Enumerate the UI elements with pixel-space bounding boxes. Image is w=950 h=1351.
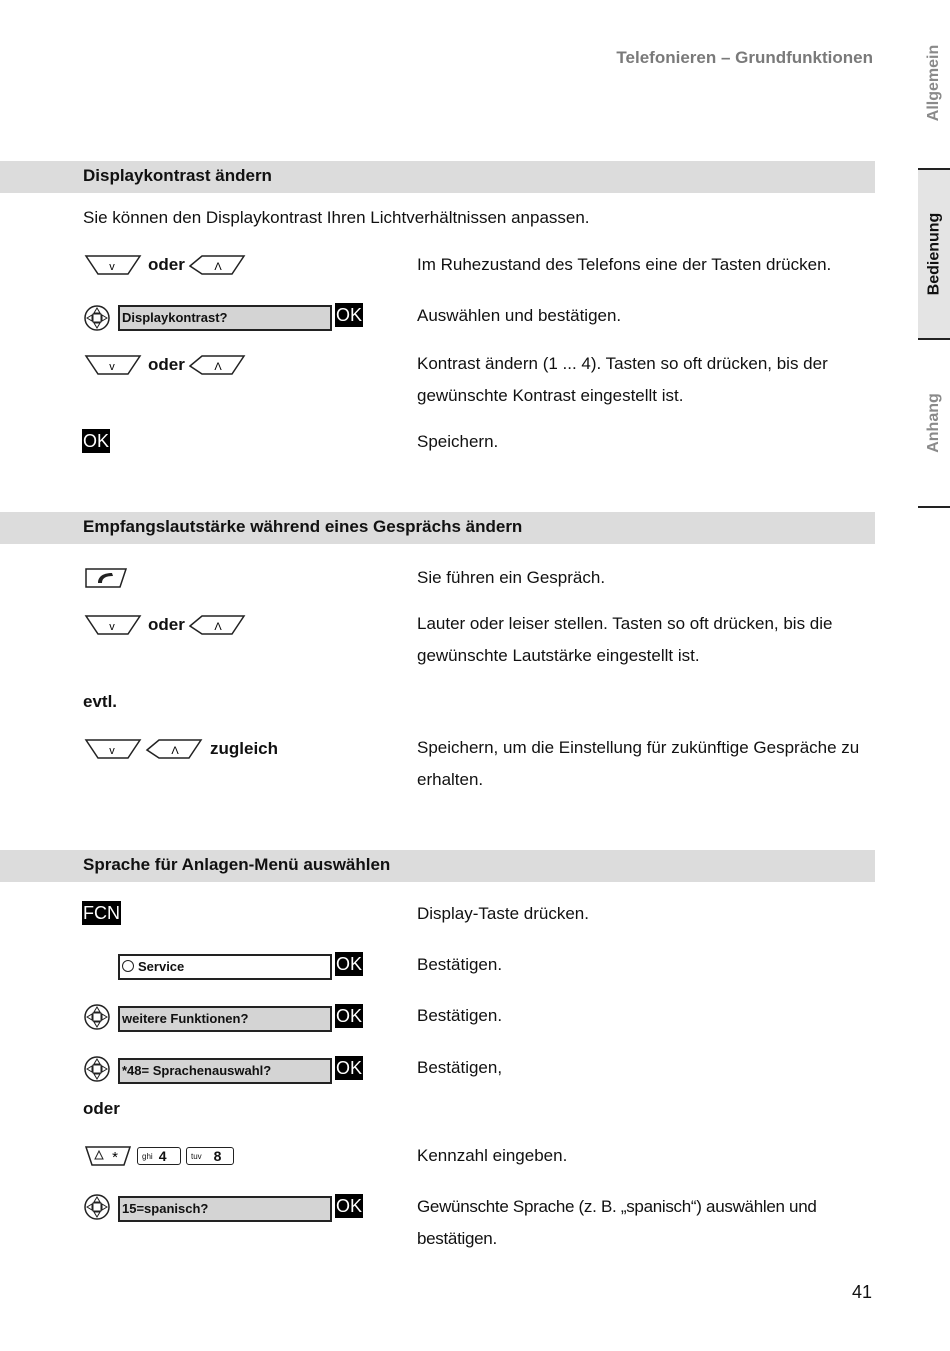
step-description: Im Ruhezustand des Telefons eine der Tasten drücken. (417, 255, 832, 274)
svg-text:Λ: Λ (214, 621, 222, 633)
volume-up-key-icon (188, 253, 248, 277)
volume-down-key-icon (84, 737, 144, 761)
svg-text:Λ: Λ (214, 261, 222, 273)
display-field (118, 954, 332, 980)
step-description: Kontrast ändern (1 ... 4). Tasten so oft drücken, bis der gewünschte Kontrast eingestellt ist. (417, 354, 828, 405)
section-heading-bar (0, 512, 875, 544)
volume-down-key-icon (84, 253, 144, 277)
step-description: Lauter oder leiser stellen. Tasten so oft drücken, bis die gewünschte Lautstärke eingestellt ist. (417, 614, 833, 665)
step-description: Bestätigen, (417, 1058, 503, 1077)
step-description: Gewünschte Sprache (z. B. „spanisch“) auswählen und bestätigen. (417, 1197, 817, 1248)
volume-down-key-icon (84, 613, 144, 637)
svg-text:v: v (109, 745, 115, 757)
display-field: *48= Sprachenauswahl? (118, 1058, 332, 1084)
oder-label: oder (83, 1099, 120, 1118)
ok-key: OK (336, 954, 363, 974)
oder-label: oder (148, 255, 185, 274)
svg-text:v: v (109, 621, 115, 633)
ok-key: OK (336, 305, 363, 325)
step-description: Sie führen ein Gespräch. (417, 568, 606, 587)
navigation-key-icon (83, 1003, 111, 1031)
step-description: Auswählen und bestätigen. (417, 306, 622, 325)
ok-key: OK (336, 1006, 363, 1026)
evtl-label: evtl. (83, 692, 118, 711)
side-tab-bedienung[interactable]: Bedienung (918, 170, 950, 338)
oder-label: oder (148, 355, 185, 374)
section-heading-bar (0, 161, 875, 193)
svg-text:v: v (109, 361, 115, 373)
step-description: Speichern, um die Einstellung für zukünftige Gespräche zu erhalten. (417, 738, 860, 789)
step-description: Display-Taste drücken. (417, 904, 589, 923)
svg-text:*: * (112, 1149, 118, 1166)
section-title: Sprache für Anlagen-Menü auswählen (83, 855, 391, 874)
display-field: weitere Funktionen? (118, 1006, 332, 1032)
star-key-icon (84, 1145, 132, 1167)
intro-text: Sie können den Displaykontrast Ihren Lichtverhältnissen anpassen. (83, 208, 590, 227)
display-field: 15=spanisch? (118, 1196, 332, 1222)
ok-key: OK (336, 1196, 363, 1216)
tab-divider (918, 506, 950, 508)
page-number: 41 (851, 1282, 872, 1302)
step-description: Kennzahl eingeben. (417, 1146, 568, 1165)
step-description: Bestätigen. (417, 1006, 503, 1025)
radio-circle-icon (122, 960, 134, 972)
navigation-key-icon (83, 1193, 111, 1221)
zugleich-label: zugleich (210, 739, 279, 758)
navigation-key-icon (83, 1055, 111, 1083)
volume-down-key-icon (84, 353, 144, 377)
display-text: Service (138, 959, 185, 974)
step-description: Bestätigen. (417, 955, 503, 974)
side-tab-anhang[interactable]: Anhang (925, 392, 943, 453)
volume-up-key-icon (188, 353, 248, 377)
fcn-key: FCN (83, 903, 120, 923)
section-heading-bar (0, 850, 875, 882)
step-description: Speichern. (417, 432, 499, 451)
volume-up-key-icon (188, 613, 248, 637)
volume-up-key-icon (145, 737, 205, 761)
section-title: Empfangslautstärke während eines Gesprächs ändern (83, 517, 523, 536)
digit-4-key: ghi 4 (137, 1147, 181, 1165)
svg-text:v: v (109, 261, 115, 273)
side-tab-allgemein[interactable]: Allgemein (925, 44, 942, 121)
running-header: Telefonieren – Grundfunktionen (616, 48, 873, 67)
section-title: Displaykontrast ändern (83, 166, 272, 185)
digit-8-key: tuv 8 (186, 1147, 234, 1165)
handset-key-icon (84, 566, 130, 590)
display-field: Displaykontrast? (118, 305, 332, 331)
ok-key: OK (336, 1058, 363, 1078)
svg-text:Λ: Λ (171, 745, 179, 757)
svg-text:Λ: Λ (214, 361, 222, 373)
navigation-key-icon (83, 304, 111, 332)
oder-label: oder (148, 615, 185, 634)
ok-key: OK (83, 431, 110, 451)
